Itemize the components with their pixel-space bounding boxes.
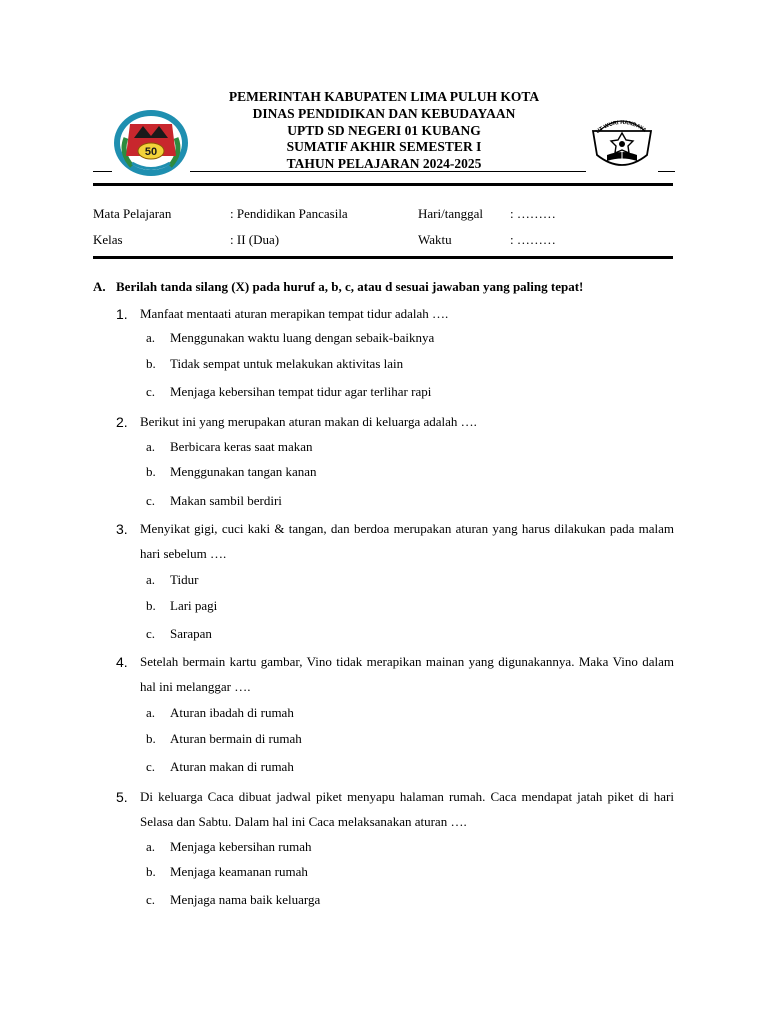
option-text: Tidak sempat untuk melakukan aktivitas lain — [170, 356, 404, 371]
class-label: Kelas — [93, 232, 123, 247]
time-label: Waktu — [418, 232, 452, 247]
option-text: Menjaga keamanan rumah — [170, 864, 308, 879]
day-date-value: : ……… — [510, 206, 556, 221]
question-number: 3. — [116, 521, 128, 537]
svg-text:TUT WURI HANDAYANI: UT WURI HANDAYA — [594, 119, 648, 136]
day-date-label: Hari/tanggal — [418, 206, 483, 221]
option-text: Menjaga nama baik keluarga — [170, 892, 321, 907]
option-letter: b. — [146, 464, 156, 479]
option-text: Aturan bermain di rumah — [170, 731, 302, 746]
option-text: Lari pagi — [170, 598, 218, 613]
option-letter: c. — [146, 759, 156, 774]
identity-bottom-rule — [93, 256, 673, 259]
question-text: Menyikat gigi, cuci kaki & tangan, dan berdoa merupakan aturan yang harus dilakukan pada malam hari sebelum …. — [140, 521, 674, 561]
question-text: Berikut ini yang merupakan aturan makan di keluarga adalah …. — [140, 414, 477, 429]
regency-emblem-logo — [112, 108, 190, 178]
option-letter: a. — [146, 572, 156, 587]
option-text: Menjaga kebersihan rumah — [170, 839, 312, 854]
option-letter: b. — [146, 598, 156, 613]
header-rule-left — [93, 171, 112, 172]
section-instruction-text: Berilah tanda silang (X) pada huruf a, b, c, atau d sesuai jawaban yang paling tepat! — [116, 279, 584, 294]
question-text: Setelah bermain kartu gambar, Vino tidak merapikan mainan yang digunakannya. Maka Vino dalam hal ini melanggar …. — [140, 654, 674, 694]
option-text: Menjaga kebersihan tempat tidur agar terlihar rapi — [170, 384, 432, 399]
question-number: 4. — [116, 654, 128, 670]
section-a-instruction — [93, 279, 583, 295]
tut-wuri-handayani-logo — [587, 109, 657, 177]
header-government: PEMERINTAH KABUPATEN LIMA PULUH KOTA — [228, 89, 540, 104]
header-rule-center — [190, 171, 586, 172]
option-letter: c. — [146, 493, 156, 508]
time-value: : ……… — [510, 232, 556, 247]
option-text: Tidur — [170, 572, 199, 587]
question-number: 2. — [116, 414, 128, 430]
option-letter: b. — [146, 731, 156, 746]
option-text: Sarapan — [170, 626, 212, 641]
svg-text:50: 50 — [144, 146, 158, 158]
option-letter: a. — [146, 439, 156, 454]
header-department: DINAS PENDIDIKAN DAN KEBUDAYAAN — [252, 106, 516, 121]
option-text: Berbicara keras saat makan — [170, 439, 313, 454]
subject-label: Mata Pelajaran — [93, 206, 172, 221]
option-text: Menggunakan waktu luang dengan sebaik-baiknya — [170, 330, 435, 345]
option-letter: c. — [146, 892, 156, 907]
option-letter: a. — [146, 705, 156, 720]
subject-value: : Pendidikan Pancasila — [230, 206, 348, 221]
header-exam-title: SUMATIF AKHIR SEMESTER I — [286, 139, 482, 154]
option-text: Aturan makan di rumah — [170, 759, 294, 774]
question-text: Manfaat mentaati aturan merapikan tempat tidur adalah …. — [140, 306, 449, 321]
option-letter: c. — [146, 626, 156, 641]
option-text: Makan sambil berdiri — [170, 493, 282, 508]
question-number: 5. — [116, 789, 128, 805]
option-letter: b. — [146, 864, 156, 879]
section-letter: A. — [93, 279, 106, 294]
question-text: Di keluarga Caca dibuat jadwal piket menyapu halaman rumah. Caca mendapat jatah piket di hari Selasa dan Sabtu. Dalam hal ini Caca melaksanakan aturan …. — [140, 789, 674, 829]
option-text: Menggunakan tangan kanan — [170, 464, 317, 479]
option-letter: a. — [146, 330, 156, 345]
option-text: Aturan ibadah di rumah — [170, 705, 294, 720]
header-school-year: TAHUN PELAJARAN 2024-2025 — [286, 156, 482, 171]
header-school: UPTD SD NEGERI 01 KUBANG — [287, 123, 481, 138]
option-letter: b. — [146, 356, 156, 371]
header-double-rule — [93, 183, 673, 186]
class-value: : II (Dua) — [230, 232, 280, 247]
option-letter: c. — [146, 384, 156, 399]
header-rule-right — [658, 171, 675, 172]
question-number: 1. — [116, 306, 128, 322]
option-letter: a. — [146, 839, 156, 854]
